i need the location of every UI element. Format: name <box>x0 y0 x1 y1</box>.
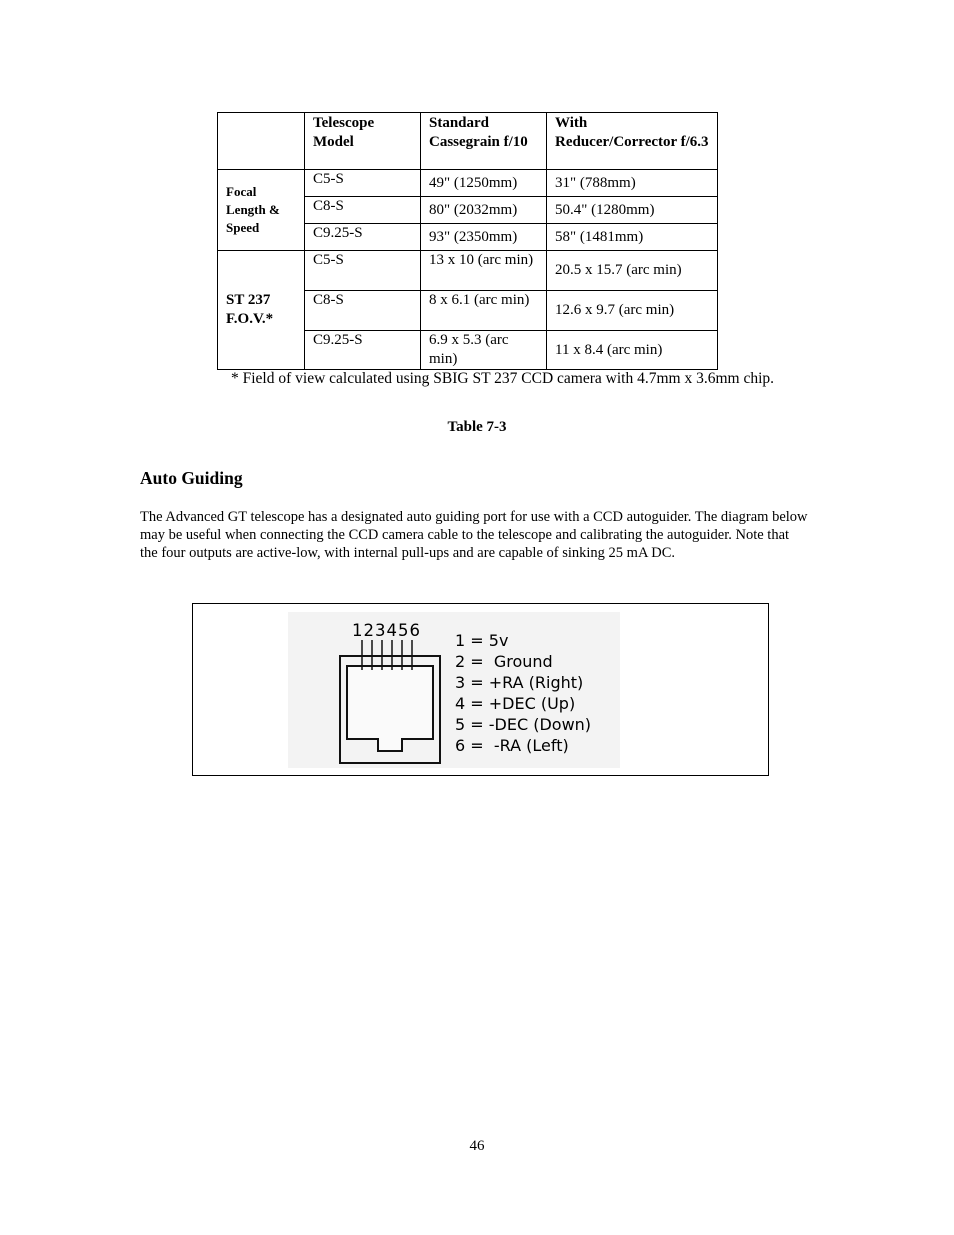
model-cell: C5-S <box>305 251 421 291</box>
pin-legend-item: 1 = 5v <box>455 631 509 650</box>
model-cell: C8-S <box>305 291 421 331</box>
model-cell: C5-S <box>305 170 421 197</box>
pin-legend-item: 6 = -RA (Left) <box>455 736 569 755</box>
pin-legend-item: 5 = -DEC (Down) <box>455 715 592 734</box>
pin-legend-item: 4 = +DEC (Up) <box>455 694 576 713</box>
standard-cell: 13 x 10 (arc min) <box>421 251 547 291</box>
standard-cell: 93" (2350mm) <box>421 224 547 251</box>
table-row <box>218 170 718 197</box>
pin-numbers: 123456 <box>352 621 421 640</box>
pin-legend-item: 2 = Ground <box>455 652 553 671</box>
section-heading: Auto Guiding <box>140 468 243 488</box>
header-standard: Standard Cassegrain f/10 <box>421 113 547 170</box>
model-cell: C9.25-S <box>305 224 421 251</box>
group-label-fov: ST 237 F.O.V.* <box>218 251 305 370</box>
body-paragraph: The Advanced GT telescope has a designated auto guiding port for use with a CCD autoguider. The diagram below may be useful when connecting the CCD camera cable to the telescope and calibrating the autoguider. Note that the four outputs are active-low, with internal pull-ups and are capable of sinking 25 mA DC. <box>140 509 808 561</box>
header-cell-empty <box>218 113 305 170</box>
standard-cell: 49" (1250mm) <box>421 170 547 197</box>
reducer-cell: 20.5 x 15.7 (arc min) <box>547 251 718 291</box>
rj-connector-diagram <box>336 640 446 767</box>
reducer-cell: 58" (1481mm) <box>547 224 718 251</box>
table-caption: Table 7-3 <box>447 419 507 435</box>
table-footnote: * Field of view calculated using SBIG ST 237 CCD camera with 4.7mm x 3.6mm chip. <box>231 370 775 387</box>
reducer-cell: 50.4" (1280mm) <box>547 197 718 224</box>
reducer-cell: 31" (788mm) <box>547 170 718 197</box>
table-header-row <box>218 113 718 170</box>
reducer-cell: 11 x 8.4 (arc min) <box>547 331 718 370</box>
group-label-focal: Focal Length & Speed <box>218 170 305 251</box>
reducer-cell: 12.6 x 9.7 (arc min) <box>547 291 718 331</box>
standard-cell: 6.9 x 5.3 (arc min) <box>421 331 547 370</box>
standard-cell: 8 x 6.1 (arc min) <box>421 291 547 331</box>
header-telescope-model: Telescope Model <box>305 113 421 170</box>
model-cell: C9.25-S <box>305 331 421 370</box>
standard-cell: 80" (2032mm) <box>421 197 547 224</box>
header-reducer: With Reducer/Corrector f/6.3 <box>547 113 718 170</box>
telescope-spec-table <box>217 112 718 370</box>
page-number: 46 <box>469 1138 485 1154</box>
pin-legend <box>455 630 591 756</box>
model-cell: C8-S <box>305 197 421 224</box>
pin-legend-item: 3 = +RA (Right) <box>455 673 584 692</box>
table-row <box>218 251 718 291</box>
